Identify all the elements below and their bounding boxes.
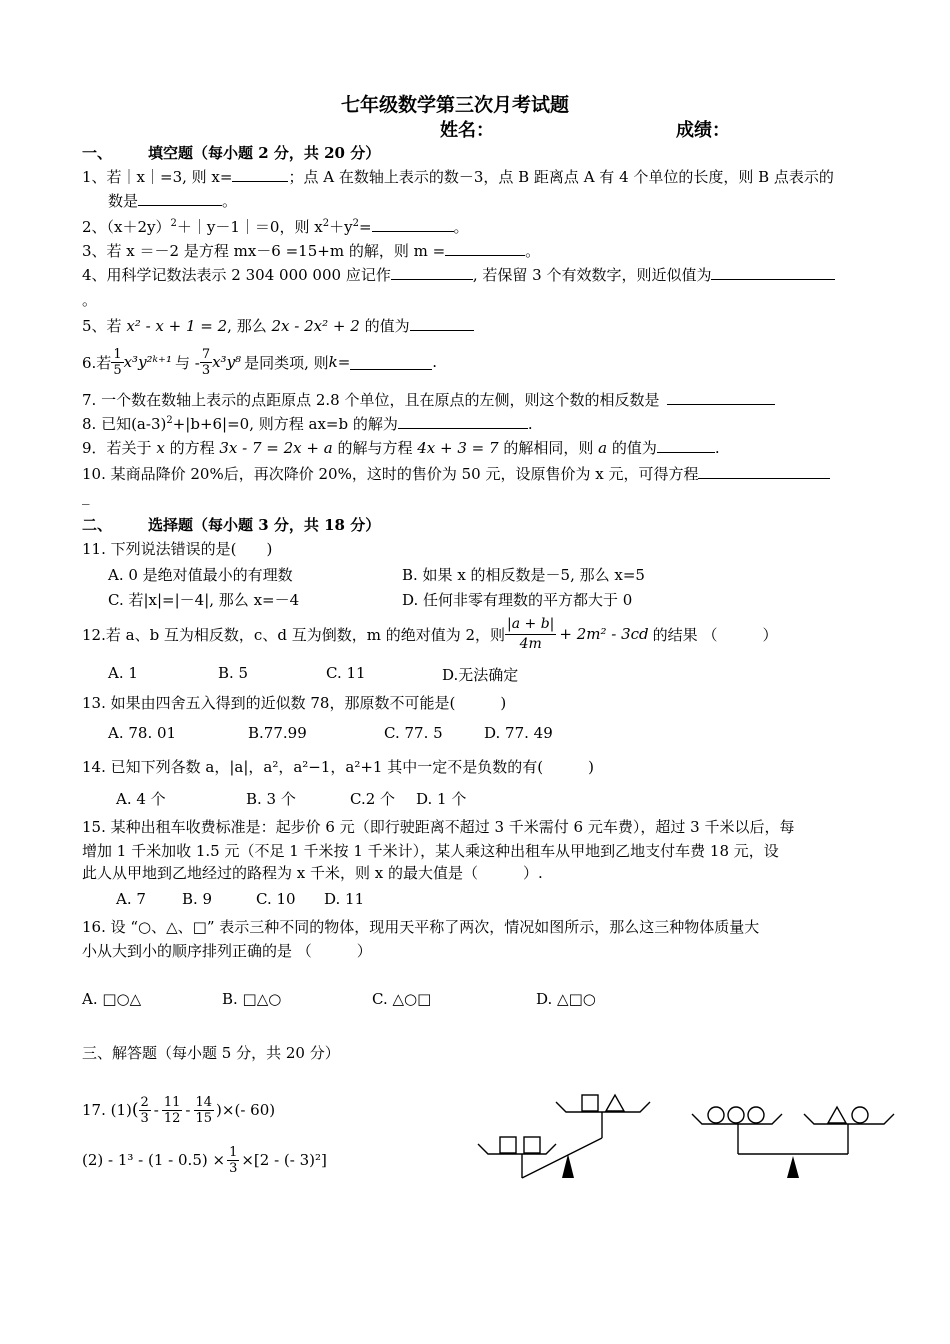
scale1-left-pan — [478, 1144, 556, 1154]
q9-equation-1: 3x - 7 = 2x + a — [219, 439, 333, 457]
question-14: 14. 已知下列各数 a，|a|，a²，a²−1，a²+1 其中一定不是负数的有( ) — [82, 758, 594, 776]
q17-fraction-3 — [194, 1095, 215, 1126]
q13-option-a[interactable]: A. 78. 01 — [108, 724, 177, 742]
question-2-text-e: 。 — [453, 218, 469, 236]
q16-option-b[interactable]: B. □△○ — [222, 990, 282, 1008]
q11-option-d[interactable]: D. 任何非零有理数的平方都大于 0 — [402, 591, 633, 609]
question-2-text-d: = — [358, 218, 372, 236]
question-16-line1: 16. 设 “○、△、□” 表示三种不同的物体，现用天平称了两次，情况如图所示，那么这三种物体质量大 — [82, 918, 760, 936]
q6-term-1: x³y²ᵏ⁺¹ — [123, 353, 172, 371]
q13-option-d[interactable]: D. 77. 49 — [484, 724, 553, 742]
q12-option-c[interactable]: C. 11 — [326, 664, 366, 682]
q14-option-b[interactable]: B. 3 个 — [246, 790, 296, 808]
question-5-text: 5、若 — [82, 317, 122, 335]
q12-expression: + 2m² - 3cd — [559, 625, 649, 643]
question-4-end: 。 — [82, 291, 98, 309]
question-5-text-c: 的值为 — [364, 317, 410, 335]
question-9 — [82, 437, 720, 458]
q12-fraction — [505, 615, 556, 654]
q15-option-a[interactable]: A. 7 — [116, 890, 146, 908]
q17-p2-num: 1 — [229, 1144, 238, 1160]
answer-blank-2[interactable] — [372, 217, 454, 232]
answer-blank-8[interactable] — [398, 414, 528, 429]
q9-a: a — [598, 439, 608, 457]
question-4-text-b: , 若保留 3 个有效数字，则近似值为 — [472, 266, 712, 284]
question-2 — [82, 216, 469, 237]
q6-f2-num: 7 — [201, 346, 211, 362]
question-3 — [82, 240, 540, 261]
question-9-text: 9．若关于 — [82, 439, 152, 457]
q14-option-d[interactable]: D. 1 个 — [416, 790, 467, 808]
q12-option-b[interactable]: B. 5 — [218, 664, 249, 682]
question-6-text-d: = — [337, 353, 351, 371]
q5-expression-1: x² - x + 1 = 2 — [126, 317, 228, 335]
question-8 — [82, 413, 533, 434]
circle-icon — [852, 1107, 868, 1123]
q9-equation-2: 4x + 3 = 7 — [417, 439, 499, 457]
question-17-text: 17. (1) — [82, 1101, 132, 1119]
q6-f1-den: 5 — [113, 362, 122, 378]
question-10 — [82, 463, 830, 484]
q16-option-a[interactable]: A. □○△ — [82, 990, 142, 1008]
answer-blank-5[interactable] — [410, 316, 474, 331]
q17-part2-fraction — [227, 1145, 239, 1176]
q17-f2-num: 11 — [163, 1094, 181, 1110]
q12-num: |a + b| — [505, 615, 556, 635]
q13-option-b[interactable]: B.77.99 — [248, 724, 307, 742]
question-10-end: _ — [82, 487, 90, 505]
q17-fraction-1 — [139, 1095, 151, 1126]
question-6-text-e: . — [432, 353, 438, 371]
q11-option-b[interactable]: B. 如果 x 的相反数是－5, 那么 x=5 — [402, 566, 645, 584]
circle-icon — [748, 1107, 764, 1123]
question-8-text: 8. 已知(a-3) — [82, 415, 167, 433]
q8-exp: 2 — [166, 415, 173, 426]
section2-heading: 选择题（每小题 3 分，共 18 分） — [148, 516, 381, 534]
question-5-text-b: , 那么 — [227, 317, 267, 335]
question-9-text-d: 的解相同，则 — [503, 439, 594, 457]
q2-exp-3: 2 — [352, 218, 359, 229]
q15-option-c[interactable]: C. 10 — [256, 890, 296, 908]
q17-f2-den: 12 — [163, 1110, 181, 1126]
question-2-text-b: ＋｜y－1｜＝0，则 x — [176, 218, 323, 236]
page-title: 七年级数学第三次月考试题 — [341, 94, 570, 116]
answer-blank-9[interactable] — [657, 438, 715, 453]
q9-x: x — [156, 439, 165, 457]
q5-expression-2: 2x - 2x² + 2 — [271, 317, 360, 335]
question-1-line1 — [82, 166, 834, 187]
question-5 — [82, 315, 474, 336]
answer-blank-4b[interactable] — [711, 265, 835, 280]
question-2-text-c: ＋y — [329, 218, 353, 236]
question-8-text-b: +|b+6|=0, 则方程 ax=b 的解为 — [172, 415, 398, 433]
q16-option-c[interactable]: C. △○□ — [372, 990, 432, 1008]
question-1-text-b: ；点 A 在数轴上表示的数－3，点 B 距离点 A 有 4 个单位的长度，则 B 点表示的 — [288, 168, 834, 186]
score-label: 成绩： — [676, 120, 730, 141]
question-10-text: 10. 某商品降价 20%后，再次降价 20%，这时的售价为 50 元，设原售价为 x 元，可得方程 — [82, 465, 699, 483]
question-3-text: 3、若 x ＝－2 是方程 mx－6 =15+m 的解，则 m = — [82, 242, 446, 260]
answer-blank-1a[interactable] — [232, 167, 288, 182]
q15-option-b[interactable]: B. 9 — [182, 890, 213, 908]
q17-minus-1: - — [153, 1101, 159, 1119]
question-15-line2: 增加 1 千米加收 1.5 元（不足 1 千米按 1 千米计），某人乘这种出租车从甲地到乙地支付车费 18 元，设 — [82, 842, 779, 860]
section1-number: 一、 — [82, 144, 113, 162]
question-7 — [82, 389, 775, 410]
q12-option-d[interactable]: D.无法确定 — [442, 666, 519, 684]
question-4 — [82, 264, 835, 285]
answer-blank-6[interactable] — [350, 355, 432, 370]
question-1-line2 — [108, 190, 237, 211]
q6-term-2: x³y⁸ — [212, 353, 242, 371]
question-9-text-b: 的方程 — [169, 439, 215, 457]
q14-option-a[interactable]: A. 4 个 — [116, 790, 166, 808]
question-15-line1: 15. 某种出租车收费标准是：起步价 6 元（即行驶距离不超过 3 千米需付 6 元车费），超过 3 千米以后，每 — [82, 818, 795, 836]
q17-minus-2: - — [185, 1101, 191, 1119]
question-15-line3: 此人从甲地到乙地经过的路程为 x 千米，则 x 的最大值是（ ）. — [82, 864, 543, 882]
q17-multiply: )×(- 60) — [216, 1101, 276, 1119]
q17-part2-text: (2) - 1³ - (1 - 0.5) × — [82, 1151, 226, 1169]
question-3-text-b: 。 — [525, 242, 541, 260]
answer-blank-4a[interactable] — [391, 265, 473, 280]
q17-paren: ( — [131, 1100, 139, 1120]
question-12-text-b: 的结果 （ ） — [652, 625, 778, 644]
q12-den: 4m — [519, 635, 542, 652]
question-7-text: 7. 一个数在数轴上表示的点距原点 2.8 个单位，且在原点的左侧，则这个数的相反数是 — [82, 391, 660, 409]
square-icon — [500, 1137, 516, 1153]
q15-option-d[interactable]: D. 11 — [324, 890, 365, 908]
q14-option-c[interactable]: C.2 个 — [350, 790, 396, 808]
q6-fraction-1 — [111, 347, 123, 378]
q11-option-c[interactable]: C. 若|x|=|－4|, 那么 x=－4 — [108, 591, 300, 609]
triangle-icon — [828, 1107, 846, 1123]
square-icon — [524, 1137, 540, 1153]
scale1-beam — [522, 1138, 602, 1178]
q12-option-a[interactable]: A. 1 — [108, 664, 138, 682]
square-icon — [582, 1095, 598, 1111]
balance-scale-2-figure — [688, 1100, 898, 1182]
q11-option-a[interactable]: A. 0 是绝对值最小的有理数 — [108, 566, 293, 584]
question-1-text-d: 。 — [222, 192, 238, 210]
q17-f3-num: 14 — [195, 1094, 213, 1110]
q17-f3-den: 15 — [195, 1110, 213, 1126]
circle-icon — [728, 1107, 744, 1123]
question-13: 13. 如果由四舍五入得到的近似数 78，那原数不可能是( ) — [82, 694, 507, 712]
answer-blank-1b[interactable] — [138, 191, 222, 206]
q6-fraction-2 — [200, 347, 212, 378]
q16-option-d[interactable]: D. △□○ — [536, 990, 596, 1008]
question-2-text: 2、（x＋2y） — [82, 218, 171, 236]
q6-f1-num: 1 — [113, 346, 122, 362]
question-1-text-c: 数是 — [108, 192, 139, 210]
question-6-text-b: 与 - — [174, 353, 200, 372]
section3-heading: 三、解答题（每小题 5 分，共 20 分） — [82, 1044, 340, 1062]
question-8-text-c: . — [527, 415, 533, 433]
question-9-text-f: . — [714, 439, 720, 457]
question-11: 11. 下列说法错误的是( ) — [82, 540, 273, 558]
question-12 — [82, 612, 777, 656]
q13-option-c[interactable]: C. 77. 5 — [384, 724, 443, 742]
scale2-fulcrum — [787, 1156, 799, 1178]
answer-blank-3[interactable] — [445, 241, 525, 256]
q17-part2-text-b: ×[2 - (- 3)²] — [241, 1151, 327, 1169]
question-9-text-c: 的解与方程 — [337, 439, 413, 457]
question-16-line2: 小从大到小的顺序排列正确的是 （ ） — [82, 942, 372, 960]
q17-fraction-2 — [162, 1095, 183, 1126]
question-1-text: 1、若｜x｜=3, 则 x= — [82, 168, 233, 186]
circle-icon — [708, 1107, 724, 1123]
balance-scale-1-figure — [472, 1090, 662, 1186]
q6-f2-den: 3 — [201, 362, 211, 378]
triangle-icon — [606, 1095, 624, 1111]
q2-exp-2: 2 — [322, 218, 330, 229]
question-6-text: 6.若 — [82, 353, 112, 372]
question-6 — [82, 342, 437, 382]
section2-number: 二、 — [82, 516, 113, 534]
scale2-right-pan — [804, 1114, 894, 1124]
answer-blank-7[interactable] — [667, 390, 775, 405]
question-9-text-e: 的值为 — [611, 439, 657, 457]
question-17-part2 — [82, 1138, 327, 1182]
scale1-right-pan — [556, 1102, 650, 1112]
question-17-part1 — [82, 1088, 275, 1132]
q17-f1-num: 2 — [140, 1094, 149, 1110]
q17-p2-den: 3 — [229, 1160, 238, 1176]
q2-exp: 2 — [170, 218, 177, 229]
question-4-text: 4、用科学记数法表示 2 304 000 000 应记作 — [82, 266, 391, 284]
section1-heading: 填空题（每小题 2 分，共 20 分） — [148, 144, 381, 162]
q6-k: k — [328, 353, 338, 371]
question-6-text-c: 是同类项, 则 — [244, 353, 329, 372]
q17-f1-den: 3 — [140, 1110, 149, 1126]
question-12-text: 12.若 a、b 互为相反数，c、d 互为倒数，m 的绝对值为 2，则 — [82, 625, 506, 644]
name-label: 姓名： — [440, 120, 494, 141]
answer-blank-10[interactable] — [698, 464, 830, 479]
